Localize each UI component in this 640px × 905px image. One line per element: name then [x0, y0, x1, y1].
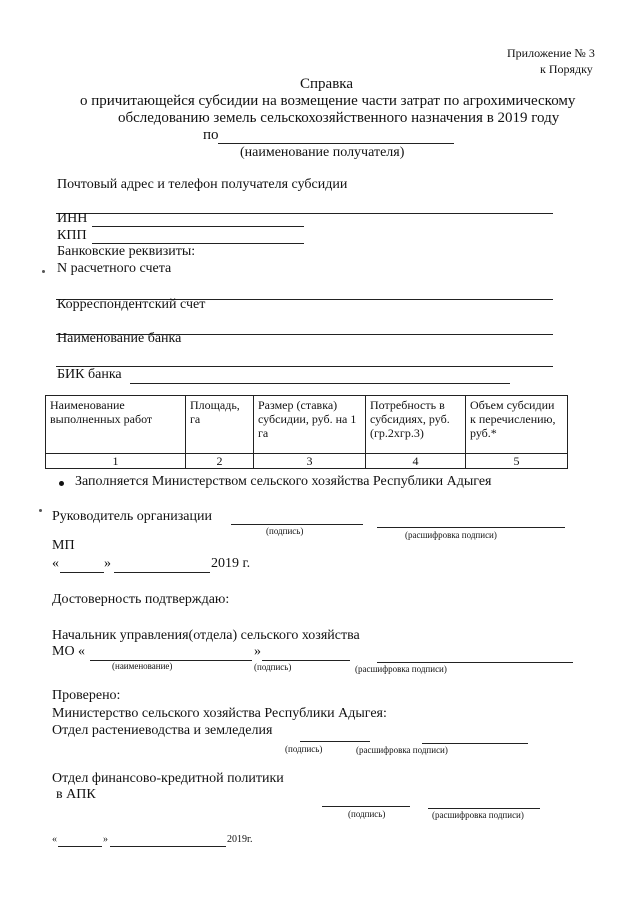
table-col-number: 1 — [46, 454, 186, 469]
finance-signature-caption: (подпись) — [348, 809, 386, 819]
margin-mark — [39, 509, 42, 512]
corr-account-label: Корреспондентский счет — [57, 297, 206, 312]
crop-signature-caption: (подпись) — [285, 744, 323, 754]
finance-decoding-line — [428, 808, 540, 809]
date-open-quote: « — [52, 556, 59, 571]
chief-label: Начальник управления(отдела) сельского хозяйства — [52, 628, 360, 643]
date-close-quote: » — [104, 556, 111, 571]
chief-decoding-caption: (расшифровка подписи) — [355, 664, 447, 674]
bik-label: БИК банка — [57, 367, 122, 382]
date-month-line — [114, 572, 210, 573]
table-col-number: 3 — [254, 454, 366, 469]
finance-dept-label: Отдел финансово-кредитной политики — [52, 771, 284, 786]
bullet-icon — [59, 481, 64, 486]
head-signature-line — [231, 524, 363, 525]
table-header-works: Наименование выполненных работ — [46, 396, 186, 454]
bank-name-line — [56, 366, 553, 367]
finance-decoding-caption: (расшифровка подписи) — [432, 810, 524, 820]
table-header-need: Потребность в субсидиях, руб.(гр.2хгр.3) — [366, 396, 466, 454]
chief-signature-line — [262, 660, 350, 661]
table-col-number: 5 — [466, 454, 568, 469]
subsidy-table — [45, 395, 568, 469]
checked-label: Проверено: — [52, 688, 121, 703]
table-header-amount: Объем субсидии к перечислению, руб.* — [466, 396, 568, 454]
head-decoding-caption: (расшифровка подписи) — [405, 530, 497, 540]
kpp-label: КПП — [57, 228, 87, 243]
finance-signature-line — [322, 806, 410, 807]
table-col-number: 2 — [186, 454, 254, 469]
po-label: по — [203, 127, 219, 143]
bottom-date-year: 2019г. — [227, 834, 253, 845]
crop-decoding-line — [422, 743, 528, 744]
stamp-label: МП — [52, 538, 75, 553]
doc-title: Справка — [300, 76, 353, 92]
table-header-rate: Размер (ставка) субсидии, руб. на 1 га — [254, 396, 366, 454]
chief-decoding-line — [377, 662, 573, 663]
table-header-area: Площадь, га — [186, 396, 254, 454]
crop-signature-line — [300, 741, 370, 742]
doc-subtitle-line1: о причитающейся субсидии на возмещение части затрат по агрохимическому — [80, 93, 576, 109]
head-decoding-line — [377, 527, 565, 528]
bottom-date-open-quote: « — [52, 834, 57, 845]
postal-address-label: Почтовый адрес и телефон получателя субсидии — [57, 177, 348, 192]
crop-dept-label: Отдел растениеводства и земледелия — [52, 723, 273, 738]
recipient-caption: (наименование получателя) — [240, 145, 405, 160]
margin-mark — [42, 270, 45, 273]
confirm-label: Достоверность подтверждаю: — [52, 592, 230, 607]
footnote-text: Заполняется Министерством сельского хозяйства Республики Адыгея — [75, 474, 492, 489]
bank-name-label: Наименование банка — [57, 331, 182, 346]
postal-address-line — [56, 213, 553, 214]
bik-line — [130, 383, 510, 384]
doc-subtitle-line2: обследованию земель сельскохозяйственного назначения в 2019 году — [118, 110, 560, 126]
bottom-date-close-quote: » — [103, 834, 108, 845]
ministry-label: Министерство сельского хозяйства Республики Адыгея: — [52, 706, 387, 721]
date-day-line — [60, 572, 104, 573]
appendix-order: к Порядку — [540, 62, 593, 76]
chief-signature-caption: (подпись) — [254, 662, 292, 672]
bank-details-label: Банковские реквизиты: — [57, 244, 196, 259]
recipient-line — [218, 143, 454, 144]
bottom-date-day-line — [58, 846, 102, 847]
finance-dept-label-2: в АПК — [56, 787, 96, 802]
mo-close-quote: » — [254, 644, 261, 659]
mo-naming-caption: (наименование) — [112, 661, 173, 671]
head-signature-caption: (подпись) — [266, 526, 304, 536]
appendix-number: Приложение № 3 — [507, 46, 595, 60]
inn-line — [92, 226, 304, 227]
mo-open-label: МО « — [52, 644, 86, 659]
head-of-org-label: Руководитель организации — [52, 509, 212, 524]
table-col-number: 4 — [366, 454, 466, 469]
date-year: 2019 г. — [211, 556, 251, 571]
account-label: N расчетного счета — [57, 261, 172, 276]
bottom-date-month-line — [110, 846, 226, 847]
crop-decoding-caption: (расшифровка подписи) — [356, 745, 448, 755]
inn-label: ИНН — [57, 211, 88, 226]
